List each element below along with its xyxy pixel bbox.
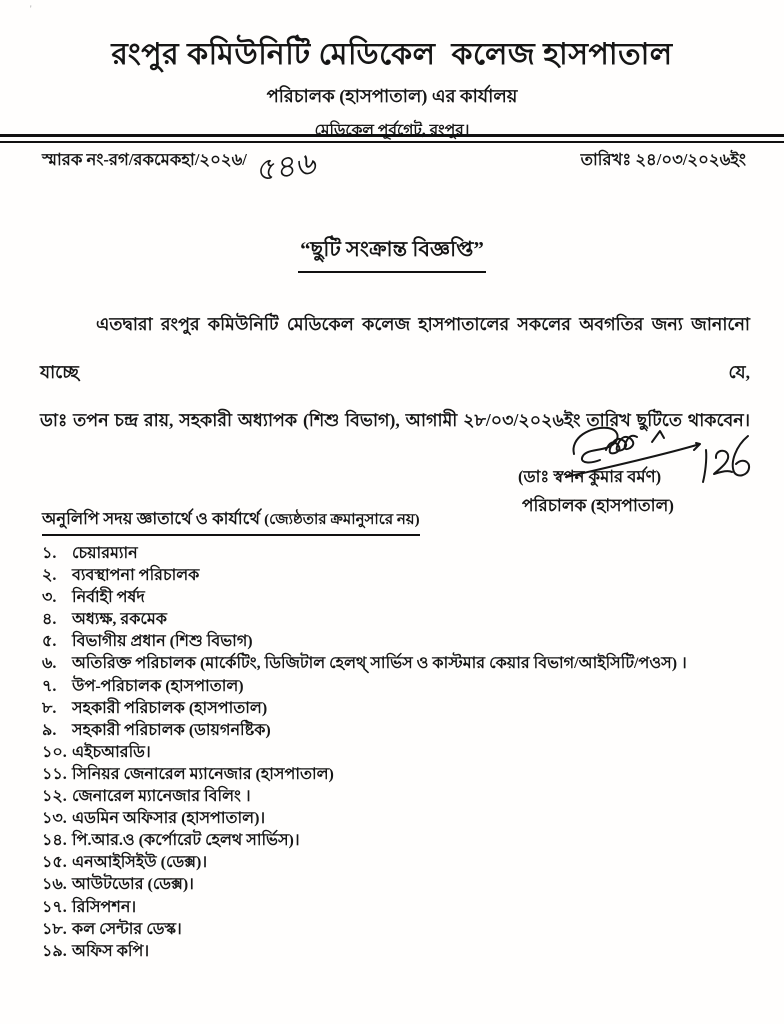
list-item <box>42 720 758 742</box>
distribution-heading <box>42 506 420 536</box>
list-item <box>42 941 758 963</box>
list-item-number: ৪. <box>42 611 57 629</box>
distribution-section <box>42 506 758 963</box>
list-item-number: ১. <box>42 545 57 562</box>
list-item <box>42 919 758 941</box>
list-item <box>42 742 758 764</box>
list-item <box>42 653 758 675</box>
list-item <box>42 786 758 808</box>
list-item-text: ব্যবস্থাপনা পরিচালক <box>72 567 200 585</box>
list-item-number: ১৫. <box>42 854 67 872</box>
distribution-list <box>42 543 758 963</box>
scan-speck: ' <box>30 4 32 14</box>
letterhead <box>0 38 784 144</box>
memo-date: তারিখঃ ২৪/০৩/২০২৬ইং <box>580 150 746 169</box>
list-item-number: ১২. <box>42 788 67 806</box>
list-item-text: আউটডোর (ডেক্স)। <box>72 876 194 894</box>
list-item-text: সহকারী পরিচালক (ডায়গনষ্টিক) <box>72 721 271 739</box>
list-item-number: ১৮. <box>42 920 67 938</box>
memo-reference <box>42 147 317 199</box>
signatory-designation: পরিচালক (হাসপাতাল) <box>522 496 674 515</box>
list-item-number: ১০. <box>42 743 67 761</box>
list-item-text: চেয়ারম্যান <box>72 545 138 562</box>
memo-row <box>42 147 746 199</box>
list-item-text: অতিরিক্ত পরিচালক (মার্কেটিং, ডিজিটাল হেলথ্ সার্ভিস ও কাস্টমার কেয়ার বিভাগ/আইসিটি/পওস) । <box>72 655 687 673</box>
notice-title-wrap <box>0 233 784 273</box>
list-item-number: ১৯. <box>42 942 67 960</box>
list-item-number: ৩. <box>42 589 57 607</box>
list-item-text: এডমিন অফিসার (হাসপাতাল)। <box>72 810 266 828</box>
list-item-number: ৫. <box>42 633 57 651</box>
list-item-text: রিসিপশন। <box>72 898 137 916</box>
list-item-number: ৭. <box>42 677 57 695</box>
list-item <box>42 587 758 609</box>
list-item-number: ৯. <box>42 721 57 739</box>
list-item-text: নির্বাহী পর্ষদ <box>72 589 145 607</box>
list-item <box>42 830 758 852</box>
list-item-text: পি.আর.ও (কর্পোরেট হেলথ সার্ভিস)। <box>72 832 300 850</box>
list-item-text: এইচআরডি। <box>72 743 151 761</box>
list-item-text: সিনিয়র জেনারেল ম্যানেজার (হাসপাতাল) <box>72 765 334 783</box>
list-item-number: ৬. <box>42 655 57 673</box>
list-item-number: ১৬. <box>42 876 67 894</box>
notice-body-line-1: এতদ্বারা রংপুর কমিউনিটি মেডিকেল কলেজ হাসপাতালের সকলের অবগতির জন্য জানানো যাচ্ছে যে, <box>40 314 750 382</box>
notice-body-line-2: ডাঃ তপন চন্দ্র রায়, সহকারী অধ্যাপক (শিশু বিভাগ), আগামী ২৮/০৩/২০২৬ইং তারিখ ছুটিতে থাকবেন। <box>40 410 750 430</box>
list-item <box>42 543 758 565</box>
list-item-text: অফিস কপি। <box>72 942 150 960</box>
memo-reference-number-handwritten: ৫৪৬ <box>256 145 318 189</box>
list-item-number: ১৩. <box>42 810 67 828</box>
list-item-number: ১১. <box>42 765 67 783</box>
list-item <box>42 897 758 919</box>
address-line: মেডিকেল পূর্বগেট, রংপুর। <box>314 121 470 139</box>
signature-scribble <box>560 420 756 486</box>
memo-reference-label: স্মারক নং-রগ/রকমেকহা/২০২৬/ <box>42 150 247 169</box>
list-item-number: ৮. <box>42 699 57 717</box>
list-item-text: এনআইসিইউ (ডেক্স)। <box>72 854 208 872</box>
list-item <box>42 676 758 698</box>
list-item-number: ১৭. <box>42 898 67 916</box>
list-item-text: সহকারী পরিচালক (হাসপাতাল) <box>72 699 268 717</box>
notice-title: “ছুটি সংক্রান্ত বিজ্ঞপ্তি” <box>298 233 486 273</box>
distribution-heading-note: (জ্যেষ্ঠতার ক্রমানুসারে নয়) <box>264 512 420 528</box>
list-item-text: অধ্যক্ষ, রকমেক <box>72 611 167 629</box>
list-item <box>42 698 758 720</box>
distribution-heading-main: অনুলিপি সদয় জ্ঞাতার্থে ও কার্যার্থে <box>42 509 265 528</box>
list-item <box>42 808 758 830</box>
signatory-name: (ডাঃ স্বপন কুমার বর্মণ) <box>518 467 662 486</box>
list-item-text: উপ-পরিচালক (হাসপাতাল) <box>72 677 244 695</box>
header-divider-rule <box>0 134 784 143</box>
office-line: পরিচালক (হাসপাতাল) এর কার্যালয় <box>266 85 518 106</box>
list-item <box>42 631 758 653</box>
list-item <box>42 852 758 874</box>
organization-name: রংপুর কমিউনিটি মেডিকেল কলেজ হাসপাতাল <box>111 38 673 71</box>
list-item-text: কল সেন্টার ডেস্ক। <box>72 920 182 938</box>
list-item <box>42 874 758 896</box>
list-item-number: ১৪. <box>42 832 67 850</box>
list-item <box>42 764 758 786</box>
list-item <box>42 565 758 587</box>
list-item <box>42 609 758 631</box>
list-item-text: বিভাগীয় প্রধান (শিশু বিভাগ) <box>72 633 253 651</box>
list-item-number: ২. <box>42 567 57 585</box>
list-item-text: জেনারেল ম্যানেজার বিলিং । <box>72 788 251 806</box>
